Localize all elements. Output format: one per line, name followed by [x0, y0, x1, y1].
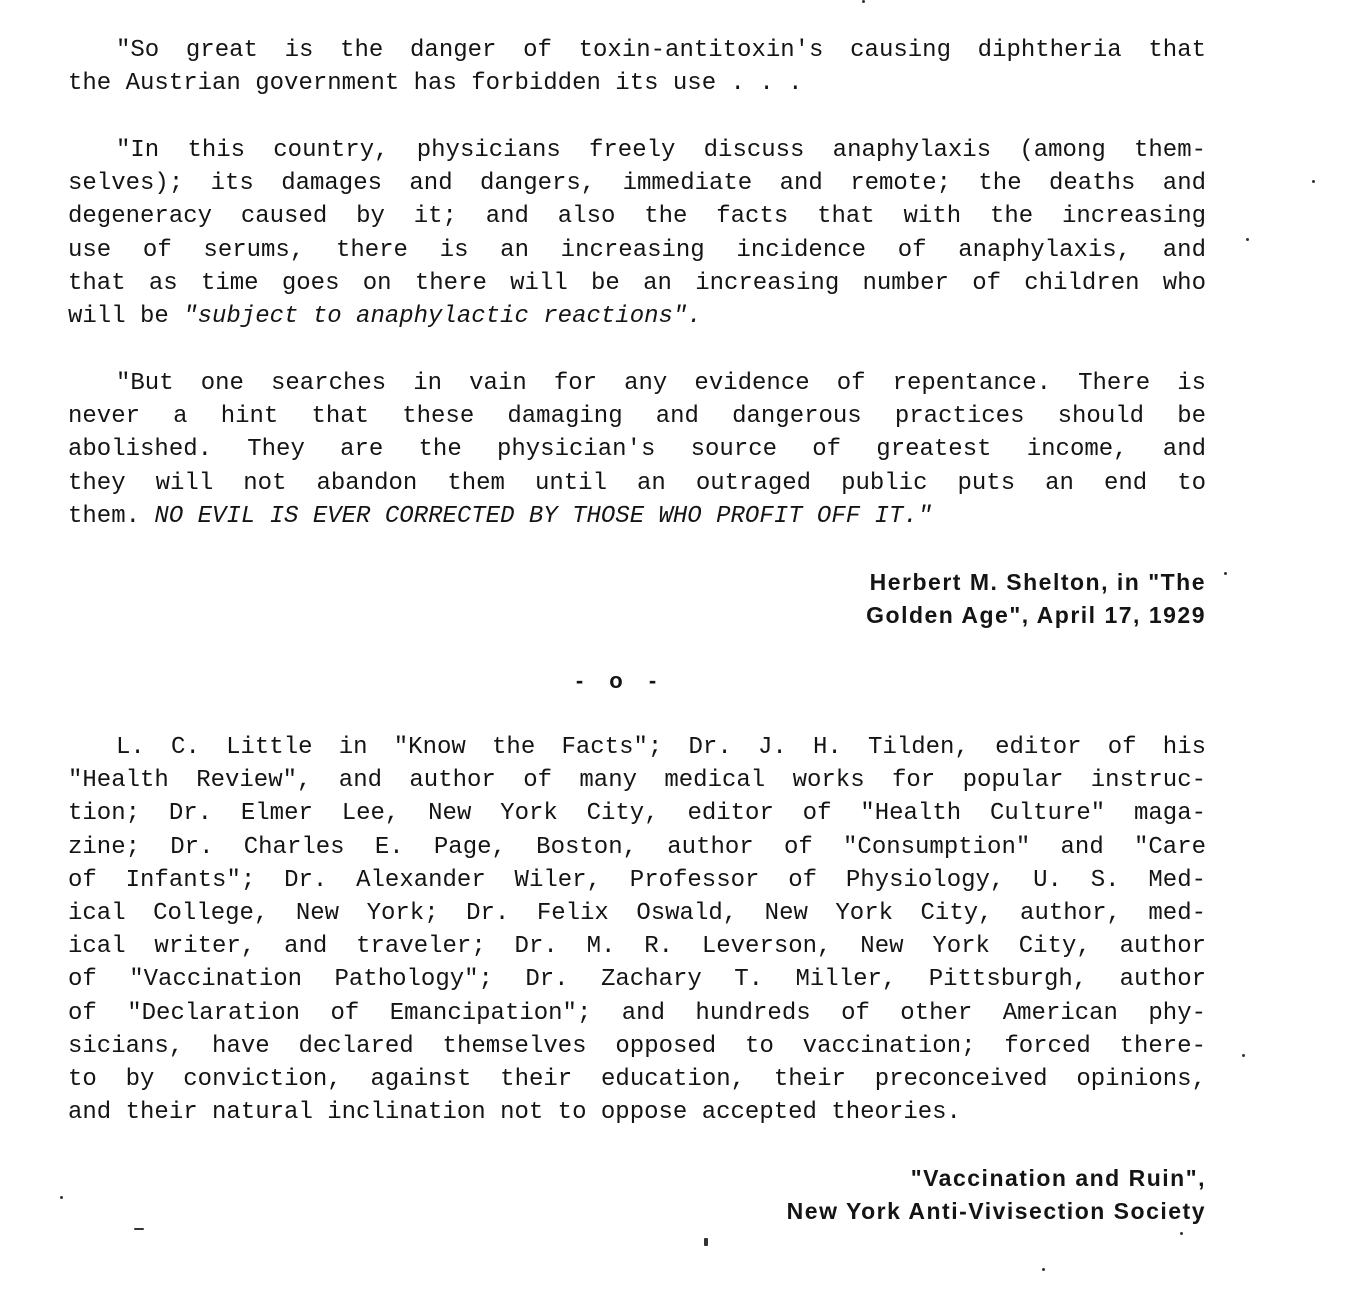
scan-speck	[60, 1196, 63, 1199]
scan-speck	[134, 1228, 144, 1230]
text-line: "Health Review", and author of many medical works for popular instruc-	[68, 767, 1206, 795]
scan-speck	[704, 1238, 708, 1246]
text-line: "In this country, physicians freely discuss anaphylaxis (among them-	[116, 137, 1206, 164]
text-line: tion; Dr. Elmer Lee, New York City, editor of "Health Culture" maga-	[68, 800, 1206, 828]
attribution-line: New York Anti-Vivisection Society	[786, 1198, 1206, 1224]
text-line: the Austrian government has forbidden its use . . .	[68, 70, 803, 98]
text-line: L. C. Little in "Know the Facts"; Dr. J. H. Tilden, editor of his	[116, 734, 1206, 761]
text-line: to by conviction, against their education, their preconceived opinions,	[68, 1066, 1206, 1094]
line-prefix: will be	[68, 303, 184, 331]
text-line	[68, 500, 1206, 533]
scan-speck	[862, 0, 865, 3]
text-line: zine; Dr. Charles E. Page, Boston, author of "Consumption" and "Care	[68, 833, 1206, 861]
section-divider: - o -	[575, 668, 667, 693]
text-line: they will not abandon them until an outraged public puts an end to	[68, 469, 1206, 497]
scan-speck	[1246, 238, 1249, 241]
italic-phrase: NO EVIL IS EVER CORRECTED BY THOSE WHO PROFIT OFF IT."	[154, 502, 933, 530]
scan-speck	[1224, 572, 1227, 575]
line-prefix: them.	[68, 502, 155, 530]
text-line: of "Vaccination Pathology"; Dr. Zachary T. Miller, Pittsburgh, author	[68, 966, 1206, 994]
attribution-line: Golden Age", April 17, 1929	[866, 602, 1206, 628]
quote-paragraph-austria	[68, 34, 1206, 100]
text-line: of "Declaration of Emancipation"; and hundreds of other American phy-	[68, 999, 1206, 1027]
text-line	[68, 300, 1206, 333]
scan-speck	[1242, 1054, 1245, 1057]
text-line: ical writer, and traveler; Dr. M. R. Leverson, New York City, author	[68, 933, 1206, 961]
scan-speck	[1042, 1268, 1045, 1271]
text-line: "But one searches in vain for any evidence of repentance. There is	[116, 370, 1206, 397]
text-line: selves); its damages and dangers, immediate and remote; the deaths and	[68, 170, 1206, 198]
text-line: of Infants"; Dr. Alexander Wiler, Professor of Physiology, U. S. Med-	[68, 866, 1206, 894]
attribution-shelton	[866, 566, 1206, 632]
text-line: use of serums, there is an increasing incidence of anaphylaxis, and	[68, 236, 1206, 264]
text-line: ical College, New York; Dr. Felix Oswald, New York City, author, med-	[68, 900, 1206, 928]
attribution-line: "Vaccination and Ruin",	[910, 1165, 1206, 1191]
text-line: "So great is the danger of toxin-antitoxin's causing diphtheria that	[116, 37, 1206, 64]
italic-phrase: "subject to anaphylactic reactions".	[183, 303, 702, 331]
text-line: abolished. They are the physician's source of greatest income, and	[68, 436, 1206, 464]
scan-speck	[1312, 180, 1315, 183]
physicians-paragraph	[68, 731, 1206, 1129]
quote-paragraph-repentance	[68, 367, 1206, 533]
attribution-line: Herbert M. Shelton, in "The	[869, 569, 1206, 595]
attribution-anti-vivisection	[787, 1162, 1206, 1228]
text-line: and their natural inclination not to oppose accepted theories.	[68, 1099, 961, 1127]
text-line: that as time goes on there will be an increasing number of children who	[68, 269, 1206, 297]
quote-paragraph-anaphylaxis	[68, 134, 1206, 333]
scan-speck	[1180, 1232, 1183, 1235]
text-line: degeneracy caused by it; and also the facts that with the increasing	[68, 203, 1206, 231]
text-line: sicians, have declared themselves opposed to vaccination; forced there-	[68, 1032, 1206, 1060]
text-line: never a hint that these damaging and dangerous practices should be	[68, 403, 1206, 431]
